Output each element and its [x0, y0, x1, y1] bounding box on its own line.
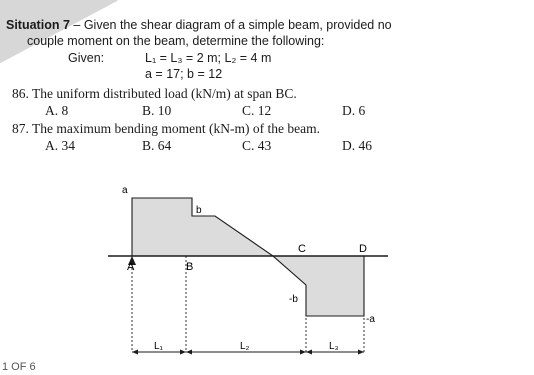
point-label-a: A	[127, 261, 135, 273]
choice-87-c: C. 43	[242, 138, 272, 153]
dim-arrow	[306, 350, 312, 355]
diagram-shapes	[108, 198, 388, 355]
given-values: a = 17; b = 12	[145, 67, 223, 81]
choice-86-a: A. 8	[45, 103, 69, 118]
page-number-fragment: 1 OF 6	[2, 361, 36, 373]
shear-label-neg-b: -b	[289, 294, 298, 305]
dim-arrow	[300, 350, 306, 355]
shear-positive-region	[132, 198, 273, 256]
question-text: The maximum bending moment (kN-m) of the beam.	[32, 121, 320, 136]
span-label-l1: L₁	[154, 341, 163, 352]
choice-87-d: D. 46	[342, 138, 372, 153]
span-label-l2: L₂	[240, 341, 250, 352]
dim-arrow	[186, 350, 192, 355]
choice-86-c: C. 12	[242, 103, 272, 118]
situation-statement-line2: couple moment on the beam, determine the following:	[27, 34, 325, 48]
choice-87-a: A. 34	[45, 138, 75, 153]
given-label: Given:	[68, 51, 105, 65]
question-text: The uniform distributed load (kN/m) at span BC.	[32, 86, 297, 101]
dim-arrow	[358, 350, 364, 355]
question-number: 86.	[12, 86, 29, 101]
point-label-c: C	[298, 243, 306, 255]
situation-statement-line1: Given the shear diagram of a simple beam, provided no	[83, 18, 392, 32]
span-label-l3: L₃	[329, 341, 339, 352]
situation-title: Situation 7	[6, 18, 70, 32]
point-label-b: B	[186, 261, 194, 273]
choice-86-b: B. 10	[142, 103, 172, 118]
shear-label-neg-a: -a	[366, 314, 375, 325]
point-label-d: D	[359, 243, 367, 255]
shear-label-a: a	[122, 185, 128, 196]
situation-dash: –	[73, 18, 81, 32]
question-number: 87.	[12, 121, 29, 136]
choice-87-b: B. 64	[142, 138, 172, 153]
shear-negative-region	[273, 256, 364, 316]
dim-arrow	[132, 350, 138, 355]
choice-86-d: D. 6	[342, 103, 366, 118]
shear-label-b: b	[196, 205, 202, 216]
given-lengths: L₁ = L₃ = 2 m; L₂ = 4 m	[145, 51, 272, 65]
dim-arrow	[180, 350, 186, 355]
